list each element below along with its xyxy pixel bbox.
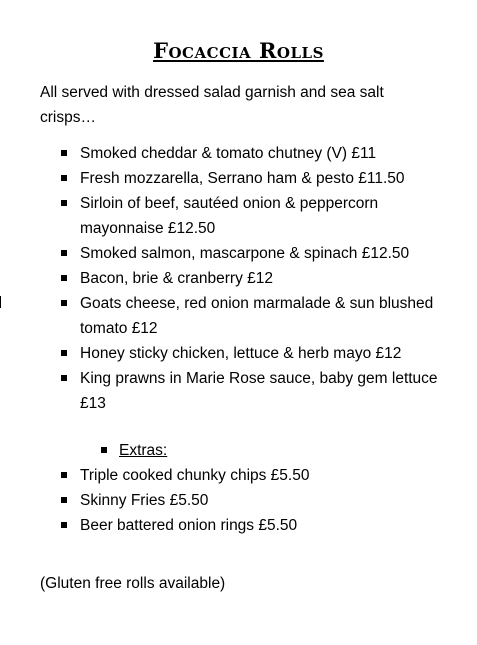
extras-heading: Extras: xyxy=(100,438,167,463)
extras-list xyxy=(60,463,460,538)
extras-heading-list xyxy=(100,438,167,463)
extra-item: Beer battered onion rings £5.50 xyxy=(60,513,460,538)
gluten-free-note: (Gluten free rolls available) xyxy=(40,575,226,592)
menu-item: King prawns in Marie Rose sauce, baby gem lettuce £13 xyxy=(60,366,460,416)
menu-item: Honey sticky chicken, lettuce & herb mayo £12 xyxy=(60,341,460,366)
page-title: Focaccia Rolls xyxy=(153,38,324,63)
extra-item: Skinny Fries £5.50 xyxy=(60,488,460,513)
menu-item: Bacon, brie & cranberry £12 xyxy=(60,266,460,291)
menu-item: Smoked salmon, mascarpone & spinach £12.50 xyxy=(60,241,460,266)
menu-item: Fresh mozzarella, Serrano ham & pesto £11.50 xyxy=(60,166,460,191)
intro-text: All served with dressed salad garnish and sea salt crisps… xyxy=(40,84,384,126)
extra-item: Triple cooked chunky chips £5.50 xyxy=(60,463,460,488)
menu-item: Smoked cheddar & tomato chutney (V) £11 xyxy=(60,141,460,166)
menu-list xyxy=(60,141,460,416)
menu-item: Sirloin of beef, sautéed onion & peppercorn mayonnaise £12.50 xyxy=(60,191,460,241)
margin-marker xyxy=(0,296,1,308)
menu-item: Goats cheese, red onion marmalade & sun blushed tomato £12 xyxy=(60,291,460,341)
